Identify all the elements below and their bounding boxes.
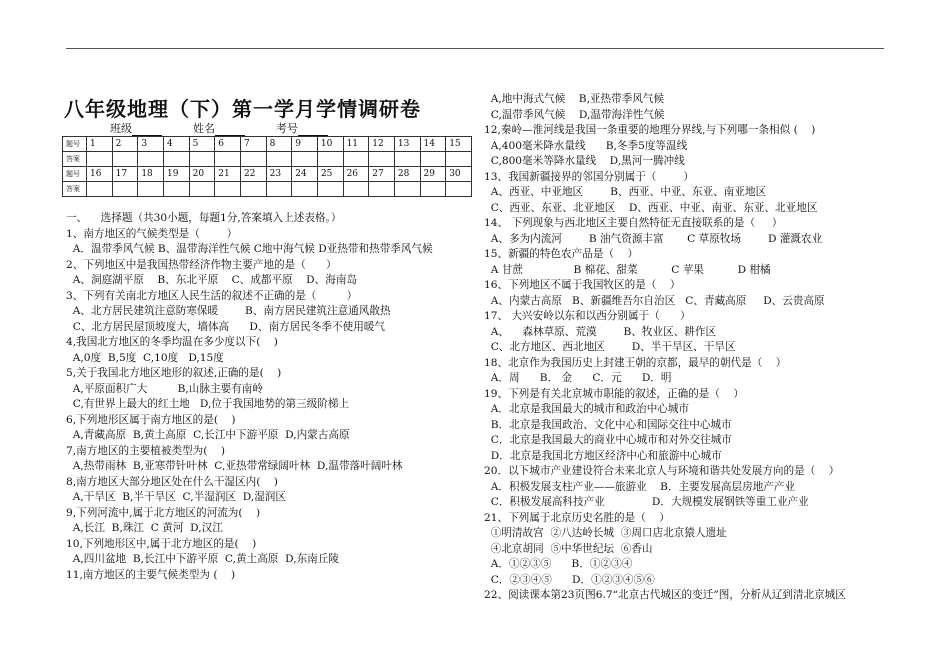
question-number-cell: 16 [87,167,113,182]
question-line: C,温带季风气候 D,温带海洋性气候 [484,108,665,121]
answer-cell[interactable] [189,182,215,197]
row-label-answer: 答案 [63,152,87,167]
question-number-cell: 12 [369,137,395,152]
question-line: 16、下列地区不属于我国牧区的是（ ） [484,279,681,291]
question-line: 9,下列河流中,属于北方地区的河流为( ) [66,506,261,519]
question-line: A,青藏高原 B,黄土高原 C,长江中下游平原 D,内蒙古高原 [66,429,350,441]
question-line: A．①②③⑤ B．①②③④ [484,558,633,570]
question-line: 14、 下列现象与西北地区主要自然特征无直接联系的是（ ） [484,217,783,229]
question-number-cell: 7 [240,137,266,152]
answer-cell[interactable] [163,152,189,167]
name-field[interactable] [215,124,245,136]
question-line: 21、下列属于北京历史名胜的是（ ） [484,511,670,524]
question-line: A、内蒙古高原 B、新疆维吾尔自治区 C、青藏高原 D、云贵高原 [484,294,825,307]
answer-cell[interactable] [215,152,241,167]
question-number-cell: 6 [215,137,241,152]
question-number-cell: 5 [189,137,215,152]
question-line: 17、 大兴安岭以东和以西分别属于（ ） [484,310,691,322]
question-line: A、 森林草原、荒漠 B、牧业区、耕作区 [484,325,717,338]
answer-cell[interactable] [138,152,164,167]
question-line: C,有世界上最大的红土地 D,位于我国地势的第三级阶梯上 [66,398,350,410]
question-number-cell: 20 [189,167,215,182]
answer-cell[interactable] [420,182,446,197]
question-number-cell: 24 [292,167,318,182]
question-line: 15、新疆的特色农产品是（ ） [484,248,639,260]
question-line: 1、南方地区的气候类型是（ ） [66,227,238,240]
answer-cell[interactable] [369,152,395,167]
question-line: A 甘蔗 B 棉花、甜菜 C 苹果 D 柑橘 [484,263,771,276]
question-line: 3、下列有关南北方地区人民生活的叙述不正确的是（ ） [66,289,358,302]
left-column-questions [66,211,476,583]
question-line: C．②③④⑤ D．①②③④⑤⑥ [484,573,655,586]
class-field[interactable] [132,124,162,136]
answer-table-number-row-1 [63,137,472,152]
answer-table-answer-row-2 [63,182,472,197]
answer-cell[interactable] [112,182,138,197]
question-line: A,四川盆地 B,长江中下游平原 C,黄土高原 D,东南丘陵 [66,553,339,565]
student-info [110,120,328,136]
question-line: 2、下列地区中是我国热带经济作物主要产地的是（ ） [66,258,337,271]
question-number-cell: 15 [446,137,472,152]
question-line: A,地中海式气候 B,亚热带季风气候 [484,93,665,105]
answer-cell[interactable] [292,182,318,197]
question-number-cell: 18 [138,167,164,182]
answer-cell[interactable] [240,182,266,197]
question-number-cell: 28 [394,167,420,182]
question-number-cell: 26 [343,167,369,182]
answer-cell[interactable] [189,152,215,167]
question-number-cell: 29 [420,167,446,182]
question-line: 4,我国北方地区的冬季均温在多少度以下( ) [66,336,278,348]
question-line: A,0度 B,5度 C,10度 D,15度 [66,351,224,364]
answer-cell[interactable] [446,182,472,197]
top-rule [66,48,884,49]
question-line: A、洞庭湖平原 B、东北平原 C、成都平原 D、海南岛 [66,274,358,286]
answer-cell[interactable] [369,182,395,197]
question-line: 6,下列地形区属于南方地区的是( ) [66,413,236,426]
answer-cell[interactable] [87,152,113,167]
question-line: 22、阅读课本第23页图6.7“北京古代城区的变迁”图，分析从辽到清北京城区 [484,589,846,601]
question-number-cell: 19 [163,167,189,182]
question-line: C、西亚、东亚、北亚地区 D、西亚、中亚、南亚、东亚、北亚地区 [484,201,818,214]
question-line: A、北方居民建筑注意防寒保暖 B、南方居民建筑注意通风散热 [66,305,391,317]
question-number-cell: 22 [240,167,266,182]
answer-cell[interactable] [240,152,266,167]
question-line: ①明清故宫 ②八达岭长城 ③周口店北京猿人遗址 [484,527,727,539]
question-line: C．北京是我国最大的商业中心城市和对外交往城市 [484,434,732,446]
answer-table [62,136,472,197]
answer-cell[interactable] [317,182,343,197]
question-line: A、西亚、中亚地区 B、西亚、中亚、东亚、南亚地区 [484,186,767,198]
question-line: C、北方居民屋顶坡度大，墙体高 D、南方居民冬季不使用暖气 [66,320,385,333]
answer-cell[interactable] [163,182,189,197]
answer-table-number-row-2 [63,167,472,182]
question-line: A,平原面积广大 B,山脉主要有南岭 [66,382,263,395]
row-label-answer: 答案 [63,182,87,197]
question-line: D．北京是我国北方地区经济中心和旅游中心城市 [484,449,722,462]
question-line: A,干旱区 B,半干旱区 C,半湿润区 D,湿润区 [66,491,286,503]
question-number-cell: 30 [446,167,472,182]
name-label: 姓名 [193,122,215,135]
answer-cell[interactable] [138,182,164,197]
row-label-question: 题号 [63,167,87,182]
page-title: 八年级地理（下）第一学月学情调研卷 [64,97,421,121]
question-number-cell: 10 [317,137,343,152]
question-line: A、多为内流河 B 油气资源丰富 C 草原牧场 D 灌溉农业 [484,232,823,245]
question-line: 7,南方地区的主要植被类型为( ) [66,444,225,457]
class-label: 班级 [110,122,132,135]
question-line: C．积极发展高科技产业 D．大规模发展钢铁等重工业产业 [484,496,809,508]
question-number-cell: 11 [343,137,369,152]
question-line: A．北京是我国最大的城市和政治中心城市 [484,403,690,415]
question-line: A．积极发展支柱产业——旅游业 B．主要发展高层房地产产业 [484,480,796,493]
answer-cell[interactable] [317,152,343,167]
question-line: 一、 选择题（共30小题，每题1分,答案填入上述表格。） [66,212,342,224]
question-number-cell: 8 [266,137,292,152]
exam-number-field[interactable] [298,124,328,136]
question-line: B．北京是我国政治、文化中心和国际交往中心城市 [484,418,732,431]
question-line: A．温带季风气候 B、温带海洋性气候 C地中海气候 D亚热带和热带季风气候 [66,243,433,255]
row-label-question: 题号 [63,137,87,152]
question-line: 19、下列是有关北京城市职能的叙述，正确的是（ ） [484,387,745,400]
question-number-cell: 14 [420,137,446,152]
answer-cell[interactable] [292,152,318,167]
answer-cell[interactable] [266,152,292,167]
answer-cell[interactable] [420,152,446,167]
question-line: 10,下列地形区中,属于北方地区的是( ) [66,537,257,550]
question-number-cell: 9 [292,137,318,152]
answer-table-answer-row-1 [63,152,472,167]
question-line: A,400毫米降水量线 B,冬季5度等温线 [484,139,688,152]
question-number-cell: 2 [112,137,138,152]
question-number-cell: 27 [369,167,395,182]
question-number-cell: 25 [317,167,343,182]
question-line: C,800毫米等降水量线 D,黑河一腾冲线 [484,155,685,167]
question-line: C、北方地区、西北地区 D、半干旱区、干旱区 [484,341,736,353]
answer-cell[interactable] [343,182,369,197]
question-line: A．周 B． 金 C．元 D．明 [484,372,672,384]
question-line: 20．以下城市产业建设符合未来北京人与环境和谐共处发展方向的是（ ） [484,465,840,477]
answer-cell[interactable] [266,182,292,197]
answer-cell[interactable] [446,152,472,167]
answer-cell[interactable] [87,182,113,197]
question-number-cell: 21 [215,167,241,182]
exam-number-label: 考号 [276,122,298,135]
answer-cell[interactable] [394,182,420,197]
question-line: 13、我国新疆接界的邻国分别属于（ ） [484,170,694,183]
question-number-cell: 17 [112,167,138,182]
question-number-cell: 13 [394,137,420,152]
answer-cell[interactable] [215,182,241,197]
question-line: 18、北京作为我国历史上封建王朝的京都，最早的朝代是（ ） [484,356,787,369]
question-line: A,长江 B,珠江 C 黄河 D,汉江 [66,522,223,534]
question-number-cell: 3 [138,137,164,152]
question-number-cell: 23 [266,167,292,182]
question-line: 8,南方地区大部分地区处在什么干湿区内( ) [66,475,278,488]
question-line: A,热带雨林 B,亚寒带针叶林 C,亚热带常绿阔叶林 D,温带落叶阔叶林 [66,460,403,472]
question-line: 11,南方地区的主要气候类型为 ( ) [66,568,236,581]
right-column-questions [484,92,884,604]
question-line: 12,秦岭—淮河线是我国一条重要的地理分界线,与下列哪一条相似 ( ) [484,124,816,136]
question-line: 5,关于我国北方地区地形的叙述,正确的是( ) [66,367,282,379]
question-number-cell: 1 [87,137,113,152]
answer-cell[interactable] [112,152,138,167]
answer-cell[interactable] [343,152,369,167]
question-line: ④北京胡同 ⑤中华世纪坛 ⑥香山 [484,542,653,555]
question-number-cell: 4 [163,137,189,152]
answer-cell[interactable] [394,152,420,167]
